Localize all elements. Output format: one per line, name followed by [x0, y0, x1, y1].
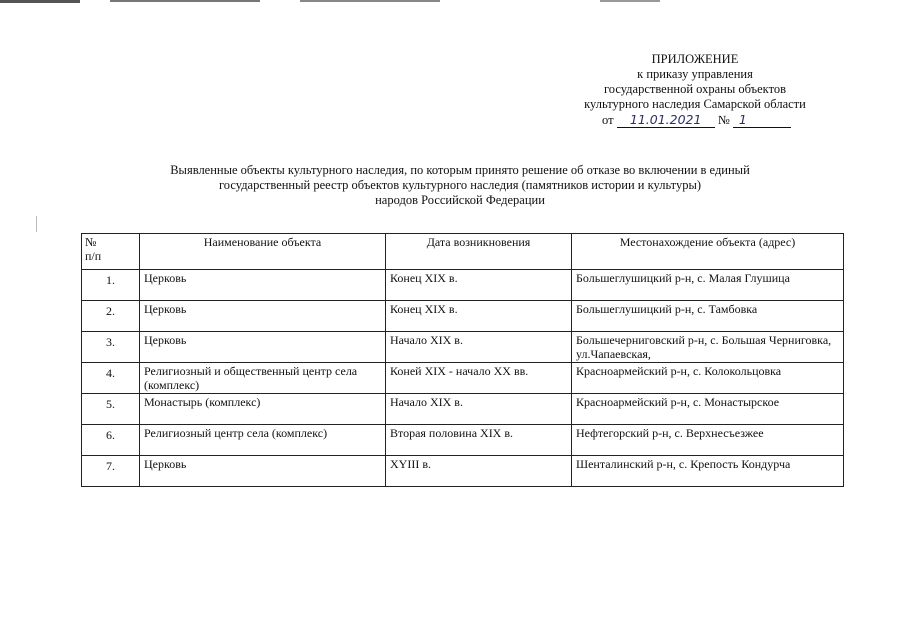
- header-date: Дата возникновения: [386, 234, 572, 270]
- appendix-line: государственной охраны объектов: [603, 82, 787, 96]
- cell-number: 1.: [82, 270, 140, 301]
- cell-location: Большеглушицкий р-н, с. Малая Глушица: [572, 270, 844, 301]
- cell-location: Большеглушицкий р-н, с. Тамбовка: [572, 301, 844, 332]
- cell-number: 4.: [82, 363, 140, 394]
- title-line: народов Российской Федерации: [375, 193, 545, 207]
- cell-name: Монастырь (комплекс): [140, 394, 386, 425]
- cell-name: Церковь: [140, 301, 386, 332]
- handwritten-date: 11.01.2021: [617, 112, 715, 128]
- cell-name: Церковь: [140, 456, 386, 487]
- table-header-row: [82, 234, 844, 270]
- appendix-title: ПРИЛОЖЕНИЕ: [651, 52, 739, 66]
- table-row: [82, 363, 844, 394]
- cell-name: Религиозный и общественный центр села (комплекс): [140, 363, 386, 394]
- cell-date: Конец XIX в.: [386, 301, 572, 332]
- cell-location: Нефтегорский р-н, с. Верхнесъезжее: [572, 425, 844, 456]
- table-row: [82, 456, 844, 487]
- table-row: [82, 270, 844, 301]
- scan-edge-mark: [0, 0, 80, 3]
- cell-date: XYIII в.: [386, 456, 572, 487]
- cell-location: Красноармейский р-н, с. Колокольцовка: [572, 363, 844, 394]
- header-location: Местонахождение объекта (адрес): [572, 234, 844, 270]
- table-row: [82, 425, 844, 456]
- table-row: [82, 394, 844, 425]
- cell-name: Церковь: [140, 270, 386, 301]
- cell-date: Начало XIX в.: [386, 394, 572, 425]
- handwritten-number: 1: [733, 112, 791, 128]
- margin-mark: [36, 216, 45, 232]
- date-prefix: от: [602, 113, 614, 127]
- scan-edge-mark: [300, 0, 440, 2]
- appendix-header: [520, 52, 870, 128]
- cell-name: Церковь: [140, 332, 386, 363]
- cell-name: Религиозный центр села (комплекс): [140, 425, 386, 456]
- header-number: [82, 234, 140, 270]
- title-line: Выявленные объекты культурного наследия, по которым принято решение об отказе во включении в единый: [170, 163, 750, 177]
- cell-date: Вторая половина XIX в.: [386, 425, 572, 456]
- cell-date: Начало XIX в.: [386, 332, 572, 363]
- scan-edge-mark: [110, 0, 260, 2]
- header-number-abbr: п/п: [85, 249, 102, 263]
- number-prefix: №: [717, 113, 730, 127]
- scan-edge-mark: [600, 0, 660, 2]
- cell-location: Красноармейский р-н, с. Монастырское: [572, 394, 844, 425]
- cell-number: 7.: [82, 456, 140, 487]
- cell-number: 3.: [82, 332, 140, 363]
- cell-location: Шенталинский р-н, с. Крепость Кондурча: [572, 456, 844, 487]
- table-row: [82, 332, 844, 363]
- cell-date: Конец XIX в.: [386, 270, 572, 301]
- cell-number: 2.: [82, 301, 140, 332]
- cell-number: 6.: [82, 425, 140, 456]
- header-name: Наименование объекта: [140, 234, 386, 270]
- appendix-line: культурного наследия Самарской области: [584, 97, 806, 111]
- cell-date: Коней XIX - начало XX вв.: [386, 363, 572, 394]
- appendix-line: к приказу управления: [637, 67, 753, 81]
- order-date-row: [520, 112, 870, 128]
- table-row: [82, 301, 844, 332]
- objects-table: [81, 233, 844, 487]
- cell-number: 5.: [82, 394, 140, 425]
- header-number-symbol: №: [85, 235, 97, 249]
- document-title: [90, 163, 830, 208]
- cell-location: Большечерниговский р-н, с. Большая Черниговка, ул.Чапаевская,: [572, 332, 844, 363]
- title-line: государственный реестр объектов культурного наследия (памятников истории и культуры): [218, 178, 702, 192]
